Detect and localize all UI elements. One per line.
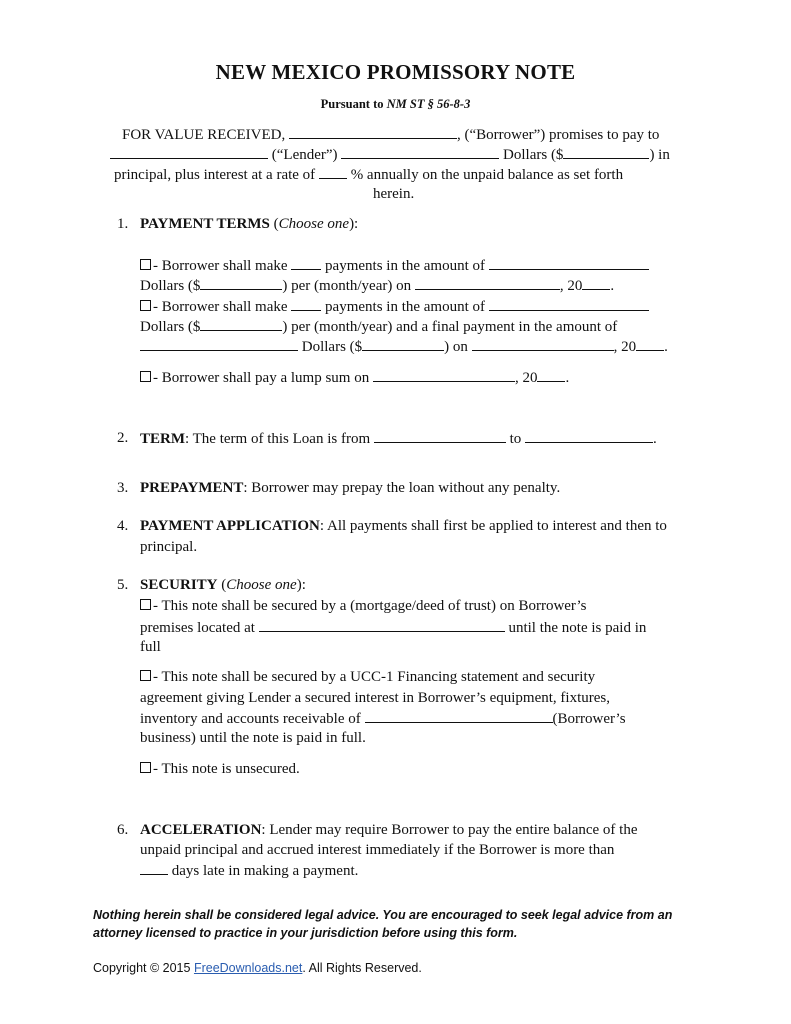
payment-amount-number-blank[interactable] bbox=[200, 275, 282, 290]
payment-option-2-line-2 bbox=[140, 316, 617, 337]
section-heading: PAYMENT APPLICATION bbox=[140, 518, 320, 534]
payment-option-1-line-1 bbox=[140, 255, 649, 276]
term-end-blank[interactable] bbox=[525, 428, 653, 443]
payment-amount-words-blank[interactable] bbox=[489, 255, 649, 270]
intro-text: FOR VALUE RECEIVED, bbox=[122, 127, 286, 143]
legal-disclaimer: Nothing herein shall be considered legal advice. You are encouraged to seek legal advice from an attorney licensed to practice in your jurisdiction before using this form. bbox=[93, 908, 673, 940]
final-payment-number-blank[interactable] bbox=[362, 336, 444, 351]
option-text: ) per (month/year) on bbox=[282, 278, 412, 294]
security-option-1-line-3: full bbox=[140, 639, 161, 655]
section-number: 2. bbox=[117, 430, 129, 446]
copyright-text: Copyright © 2015 bbox=[93, 961, 191, 975]
option-text: . bbox=[664, 339, 668, 355]
checkbox-payment-option-1[interactable] bbox=[140, 259, 151, 270]
option-text: payments in the amount of bbox=[325, 258, 486, 274]
option-text: , 20 bbox=[514, 370, 538, 386]
section-heading: SECURITY bbox=[140, 577, 218, 593]
section-number: 4. bbox=[117, 518, 129, 534]
option-text: premises located at bbox=[140, 620, 255, 636]
paren: ( bbox=[269, 216, 279, 232]
final-payment-date-blank[interactable] bbox=[472, 336, 614, 351]
payment-option-1-line-2 bbox=[140, 275, 614, 296]
paren: ): bbox=[349, 216, 359, 232]
intro-line-2 bbox=[110, 144, 670, 165]
choose-one-note: Choose one bbox=[226, 577, 297, 593]
term-start-blank[interactable] bbox=[374, 428, 506, 443]
section-6-line-3 bbox=[140, 860, 358, 881]
security-option-2-line-4: business) until the note is paid in full. bbox=[140, 730, 366, 746]
document-subtitle bbox=[0, 97, 791, 112]
section-5-heading bbox=[140, 575, 306, 595]
document-title: NEW MEXICO PROMISSORY NOTE bbox=[215, 60, 576, 84]
section-1-heading bbox=[140, 214, 358, 234]
section-number: 1. bbox=[117, 216, 129, 232]
interest-rate-blank[interactable] bbox=[319, 164, 347, 179]
amount-words-blank[interactable] bbox=[341, 144, 499, 159]
section-heading: ACCELERATION bbox=[140, 822, 262, 838]
security-option-2-line-2: agreement giving Lender a secured interest in Borrower’s equipment, fixtures, bbox=[140, 690, 610, 706]
lump-sum-date-blank[interactable] bbox=[373, 367, 515, 382]
section-4-line-2: principal. bbox=[140, 539, 198, 555]
section-text: : The term of this Loan is from bbox=[185, 431, 371, 447]
security-option-2-line-3 bbox=[140, 708, 626, 729]
section-number: 3. bbox=[117, 480, 129, 496]
checkbox-security-option-3[interactable] bbox=[140, 762, 151, 773]
option-text: - Borrower shall make bbox=[153, 258, 288, 274]
intro-text: ) in bbox=[649, 147, 670, 163]
section-text: : All payments shall first be applied to interest and then to bbox=[319, 518, 667, 534]
choose-one-note: Choose one bbox=[278, 216, 350, 232]
section-number: 6. bbox=[117, 822, 129, 838]
subtitle-prefix: Pursuant to bbox=[320, 97, 384, 111]
checkbox-payment-option-3[interactable] bbox=[140, 371, 151, 382]
option-text: inventory and accounts receivable of bbox=[140, 711, 361, 727]
security-option-3 bbox=[140, 759, 300, 779]
option-text: ) per (month/year) and a final payment in the amount of bbox=[282, 319, 618, 335]
payment-amount-number-blank[interactable] bbox=[200, 316, 282, 331]
checkbox-payment-option-2[interactable] bbox=[140, 300, 151, 311]
section-text: . bbox=[653, 431, 657, 447]
option-text: - Borrower shall make bbox=[153, 299, 288, 315]
final-payment-words-blank[interactable] bbox=[140, 336, 298, 351]
option-text: , 20 bbox=[613, 339, 637, 355]
option-text: . bbox=[610, 278, 615, 294]
intro-line-4: herein. bbox=[373, 186, 415, 202]
security-option-1-line-1 bbox=[140, 596, 587, 616]
section-heading: PREPAYMENT bbox=[140, 480, 244, 496]
intro-text: principal, plus interest at a rate of bbox=[114, 167, 316, 183]
intro-text: , (“Borrower”) promises to pay to bbox=[456, 127, 660, 143]
amount-number-blank[interactable] bbox=[563, 144, 649, 159]
payment-option-2-line-1 bbox=[140, 296, 649, 317]
option-text: Dollars ($ bbox=[140, 319, 201, 335]
copyright-text: . All Rights Reserved. bbox=[302, 961, 422, 975]
section-text: to bbox=[509, 431, 522, 447]
option-text: , 20 bbox=[559, 278, 583, 294]
section-heading: TERM bbox=[140, 431, 185, 447]
paren: ): bbox=[296, 577, 306, 593]
premises-address-blank[interactable] bbox=[259, 617, 505, 632]
section-3-prepayment bbox=[140, 478, 560, 498]
section-text: : Borrower may prepay the loan without any penalty. bbox=[243, 480, 561, 496]
payment-option-3 bbox=[140, 367, 569, 388]
option-text: - This note shall be secured by a UCC-1 Financing statement and security bbox=[153, 669, 596, 685]
freedownloads-link[interactable]: FreeDownloads.net bbox=[193, 961, 303, 975]
number-of-payments-blank[interactable] bbox=[291, 296, 321, 311]
section-number: 5. bbox=[117, 577, 129, 593]
security-option-2-line-1 bbox=[140, 667, 595, 687]
section-text: days late in making a payment. bbox=[171, 863, 359, 879]
section-6-acceleration bbox=[140, 820, 638, 840]
checkbox-security-option-1[interactable] bbox=[140, 599, 151, 610]
subtitle-statute: NM ST § 56-8-3 bbox=[386, 97, 471, 111]
intro-text: (“Lender”) bbox=[271, 147, 338, 163]
borrower-name-blank[interactable] bbox=[289, 124, 457, 139]
option-text: until the note is paid in bbox=[508, 620, 647, 636]
option-text: . bbox=[565, 370, 570, 386]
option-text: - Borrower shall pay a lump sum on bbox=[153, 370, 370, 386]
option-text: Dollars ($ bbox=[140, 278, 201, 294]
option-text: (Borrower’s bbox=[552, 711, 626, 727]
intro-text: Dollars ($ bbox=[503, 147, 564, 163]
option-text: - This note shall be secured by a (mortgage/deed of trust) on Borrower’s bbox=[153, 598, 587, 614]
intro-line-3 bbox=[114, 164, 623, 185]
option-text: - This note is unsecured. bbox=[153, 761, 300, 777]
lump-sum-year-blank[interactable] bbox=[537, 367, 565, 382]
section-4-payment-application bbox=[140, 516, 667, 536]
days-late-blank[interactable] bbox=[140, 860, 168, 875]
business-name-blank[interactable] bbox=[365, 708, 553, 723]
option-text: Dollars ($ bbox=[301, 339, 363, 355]
paren: ( bbox=[217, 577, 227, 593]
section-text: : Lender may require Borrower to pay the entire balance of the bbox=[261, 822, 638, 838]
option-text: ) on bbox=[444, 339, 468, 355]
payment-amount-words-blank[interactable] bbox=[489, 296, 649, 311]
checkbox-security-option-2[interactable] bbox=[140, 670, 151, 681]
payment-year-blank[interactable] bbox=[582, 275, 610, 290]
copyright-notice bbox=[93, 959, 422, 977]
section-6-line-2: unpaid principal and accrued interest immediately if the Borrower is more than bbox=[140, 842, 615, 858]
payment-option-2-line-3 bbox=[140, 336, 668, 357]
section-heading: PAYMENT TERMS bbox=[140, 216, 270, 232]
intro-line-1 bbox=[122, 124, 659, 145]
number-of-payments-blank[interactable] bbox=[291, 255, 321, 270]
final-payment-year-blank[interactable] bbox=[636, 336, 664, 351]
section-2-term bbox=[140, 428, 657, 449]
option-text: payments in the amount of bbox=[325, 299, 486, 315]
security-option-1-line-2 bbox=[140, 617, 646, 638]
lender-name-blank[interactable] bbox=[110, 144, 268, 159]
payment-date-blank[interactable] bbox=[415, 275, 560, 290]
intro-text: % annually on the unpaid balance as set forth bbox=[350, 167, 624, 183]
